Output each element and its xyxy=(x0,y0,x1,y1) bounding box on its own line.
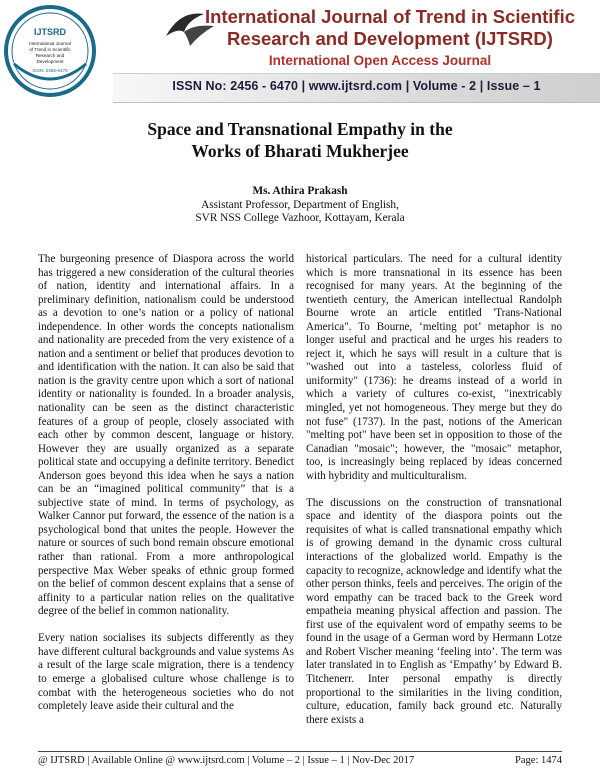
issn-text: ISSN No: 2456 - 6470 | www.ijtsrd.com | Volume - 2 | Issue – 1 xyxy=(172,79,541,93)
ijtsrd-logo xyxy=(2,4,98,98)
journal-title-line1: International Journal of Trend in Scientific xyxy=(204,6,576,27)
page-footer xyxy=(38,754,562,768)
footer-citation: @ IJTSRD | Available Online @ www.ijtsrd.com | Volume – 2 | Issue – 1 | Nov-Dec 2017 xyxy=(38,755,415,766)
issn-bar xyxy=(113,73,600,103)
title-line2: Works of Bharati Mukherjee xyxy=(191,141,409,161)
right-column xyxy=(306,253,562,741)
journal-title-line2: Research and Development (IJTSRD) xyxy=(227,28,553,49)
paragraph: The discussions on the construction of transnational space and identity of the diaspora points out the requisites of what is called transnational empathy which is of growing demand in the dynamic cross cultural interactions of the globalized world. Empathy is the capacity to recognize, acknowledge and identify what the other person thinks, feels and perceives. The origin of the word empathy can be traced back to the Greek word empatheia meaning physical affection and passion. The first use of the equivalent word of empathy seems to be found in the usage of a German word by Hermann Lotze and Robert Vischer meaning ‘feeling into’. The term was later translated in to English as ‘Empathy’ by Edward B. Titchenerr. Inter personal empathy is directly proportional to the similarities in the living condition, culture, education, family back ground etc. Naturally there exists a xyxy=(306,496,562,726)
author-block xyxy=(100,185,500,226)
paragraph: Every nation socialises its subjects differently as they have different cultural backgrounds and value systems As a result of the large scale migration, there is a tendency to emerge a globalised culture whose challenge is to combat with the heterogeneous societies who do not completely leave aside their cultural and the xyxy=(38,632,294,713)
logo-line2: of Trend in Scientific xyxy=(29,47,71,52)
open-access-label: International Open Access Journal xyxy=(268,53,492,68)
logo-issn: ISSN: 2456-6470 xyxy=(32,68,68,73)
title-line1: Space and Transnational Empathy in the xyxy=(147,119,453,139)
logo-line4: Development xyxy=(36,59,64,64)
paragraph: historical particulars. The need for a cultural identity which is more transnational in its essence has been recognised for many years. At the beginning of the twentieth century, the American intellectual Randolph Bourne wrote an article entitled 'Trans-National America". To Bourne, ‘melting pot’ metaphor is no longer useful and practical and he urges his readers to reject it, which he says will result in a culture that is "washed out into a tasteless, colorless fluid of uniformity" (1736): he dreams instead of a world in which a variety of cultures co-exist, "inextricably mingled, yet not homogeneous. They merge but they do not fuse" (1737). In the past, notions of the American "melting pot" have been set in opposition to those of the Canadian "mosaic"; however, the "mosaic" metaphor, too, is increasingly being replaced by ideas concerned with hybridity and multiculturalism. xyxy=(306,253,562,482)
logo-line3: Research and xyxy=(35,53,65,58)
author-role: Assistant Professor, Department of English, xyxy=(201,198,399,211)
author-name: Ms. Athira Prakash xyxy=(252,185,348,197)
author-affiliation: SVR NSS College Vazhoor, Kottayam, Kerala xyxy=(195,212,405,224)
left-column xyxy=(38,253,294,727)
paragraph: The burgeoning presence of Diaspora across the world has triggered a new consideration of the cultural theories of nation, identity and international affairs. In a preliminary definition, nationalism could be understood as a devotion to one’s nation or a policy of national independence. In other words the concepts nationalism and nationality are preceded from the very existence of a nation and a sentiment or belief that produces devotion to and identification with the nation. It can also be said that nation is the gravity centre upon which a sort of national identity or nationality is founded. In a broader analysis, nationality can be seen as the distinct characteristic features of a group of people, closely associated with each other by common descent, language or history. However they are usually organized as a separate political state and occupying a definite territory. Benedict Anderson goes beyond this idea when he says a nation can be an “imagined political community” that is a subjective state of mind. In terms of psychology, as Walker Cannor put forward, the essence of the nation is a psychological bond that unites the people. However the nature or sources of such bond remain obscure emotional rather than rational. From a more anthropological perspective Max Weber speaks of ethnic group formed on the belief of common descent explains that a sense of affinity to a particular nation relies on the qualitative degree of the belief in common nationality. xyxy=(38,253,294,618)
journal-header xyxy=(0,0,600,104)
page-number: Page: 1474 xyxy=(515,755,562,766)
article-title xyxy=(100,118,500,162)
footer-divider xyxy=(38,751,562,752)
logo-name: IJTSRD xyxy=(33,27,67,37)
logo-line1: International Journal xyxy=(29,41,71,46)
